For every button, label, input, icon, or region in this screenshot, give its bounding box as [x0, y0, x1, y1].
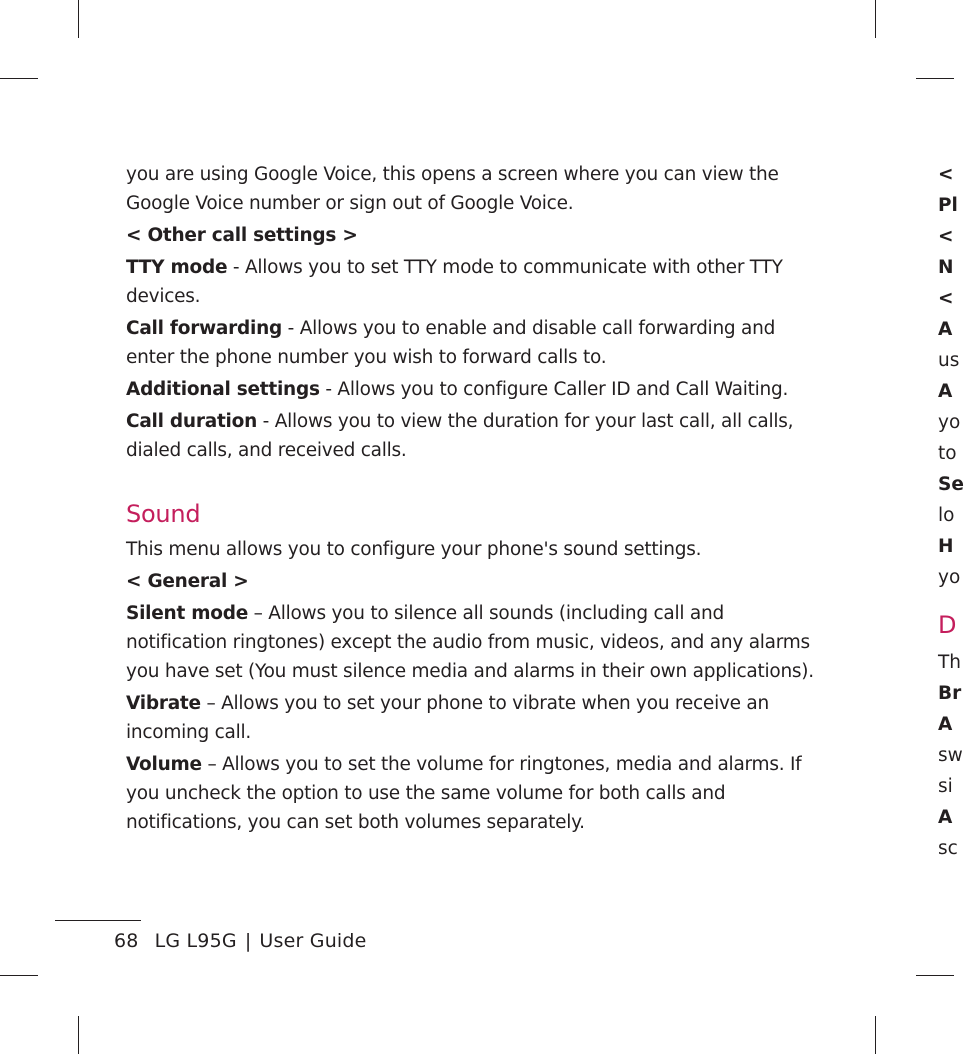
- tty-mode-item: [126, 253, 826, 311]
- product-name: LG L95G: [154, 930, 237, 952]
- tty-mode-desc: - Allows you to set TTY mode to communicate with other TTY devices.: [126, 257, 783, 307]
- sound-intro: This menu allows you to configure your phone's sound settings.: [126, 539, 702, 560]
- crop-mark-bottom-right: [875, 1016, 876, 1054]
- right-fragment: H: [938, 536, 954, 557]
- right-fragment: yo: [938, 412, 961, 433]
- silent-mode-desc: – Allows you to silence all sounds (including call and notification ringtones) except the audio from music, videos, and any alarms you have set (You must silence media and alarms in their own applications).: [126, 603, 814, 682]
- guide-label: User Guide: [259, 930, 367, 952]
- right-fragment: A: [938, 381, 953, 402]
- right-fragment: A: [938, 714, 953, 735]
- right-fragment: A: [938, 319, 953, 340]
- crop-mark-top-left-h: [0, 78, 38, 79]
- other-call-settings-heading: < Other call settings >: [126, 225, 358, 246]
- volume-term: Volume: [126, 754, 202, 775]
- crop-mark-bottom-right-h: [916, 975, 954, 976]
- silent-mode-term: Silent mode: [126, 603, 249, 624]
- call-forwarding-term: Call forwarding: [126, 318, 283, 339]
- call-forwarding-desc: - Allows you to enable and disable call forwarding and enter the phone number you wish to forward calls to.: [126, 318, 776, 368]
- footer-rule: [55, 920, 141, 921]
- vibrate-desc: – Allows you to set your phone to vibrate when you receive an incoming call.: [126, 693, 769, 743]
- right-fragment: Th: [938, 652, 962, 673]
- right-fragment: si: [938, 776, 953, 797]
- call-duration-item: [126, 407, 826, 465]
- crop-mark-top-right-h: [916, 78, 954, 79]
- right-fragment: D: [938, 611, 957, 639]
- footer-separator: |: [244, 930, 252, 952]
- right-fragment: Pl: [938, 195, 958, 216]
- right-column-clipped: [938, 160, 964, 865]
- right-fragment: sc: [938, 838, 958, 859]
- right-fragment: <: [938, 288, 954, 309]
- crop-mark-bottom-left-h: [0, 975, 38, 976]
- volume-desc: – Allows you to set the volume for ringtones, media and alarms. If you uncheck the option to use the same volume for both calls and notifications, you can set both volumes separately.: [126, 754, 802, 833]
- call-duration-term: Call duration: [126, 411, 258, 432]
- page-footer: [114, 928, 367, 954]
- right-fragment: A: [938, 807, 953, 828]
- call-forwarding-item: [126, 314, 826, 372]
- additional-settings-term: Additional settings: [126, 379, 320, 400]
- crop-mark-top-right: [875, 0, 876, 38]
- call-duration-desc: - Allows you to view the duration for your last call, all calls, dialed calls, and received calls.: [126, 411, 794, 461]
- silent-mode-item: [126, 599, 826, 686]
- right-fragment: to: [938, 443, 957, 464]
- crop-mark-bottom-left: [78, 1016, 79, 1054]
- right-fragment: Se: [938, 474, 964, 495]
- right-fragment: yo: [938, 567, 961, 588]
- right-fragment: N: [938, 257, 954, 278]
- right-fragment: sw: [938, 745, 963, 766]
- crop-mark-top-left: [78, 0, 79, 38]
- right-fragment: <: [938, 164, 954, 185]
- right-fragment: <: [938, 226, 954, 247]
- tty-mode-term: TTY mode: [126, 257, 228, 278]
- volume-item: [126, 750, 826, 837]
- additional-settings-desc: - Allows you to configure Caller ID and Call Waiting.: [319, 379, 789, 400]
- page-number: 68: [114, 930, 139, 952]
- vibrate-item: [126, 689, 826, 747]
- vibrate-term: Vibrate: [126, 693, 201, 714]
- right-fragment: us: [938, 350, 960, 371]
- right-fragment: lo: [938, 505, 955, 526]
- main-column: [126, 160, 826, 840]
- additional-settings-item: [126, 375, 826, 404]
- intro-paragraph: you are using Google Voice, this opens a screen where you can view the Google Voice number or sign out of Google Voice.: [126, 164, 779, 214]
- right-fragment: Br: [938, 683, 962, 704]
- sound-section-title: Sound: [126, 500, 201, 528]
- general-heading: < General >: [126, 571, 249, 592]
